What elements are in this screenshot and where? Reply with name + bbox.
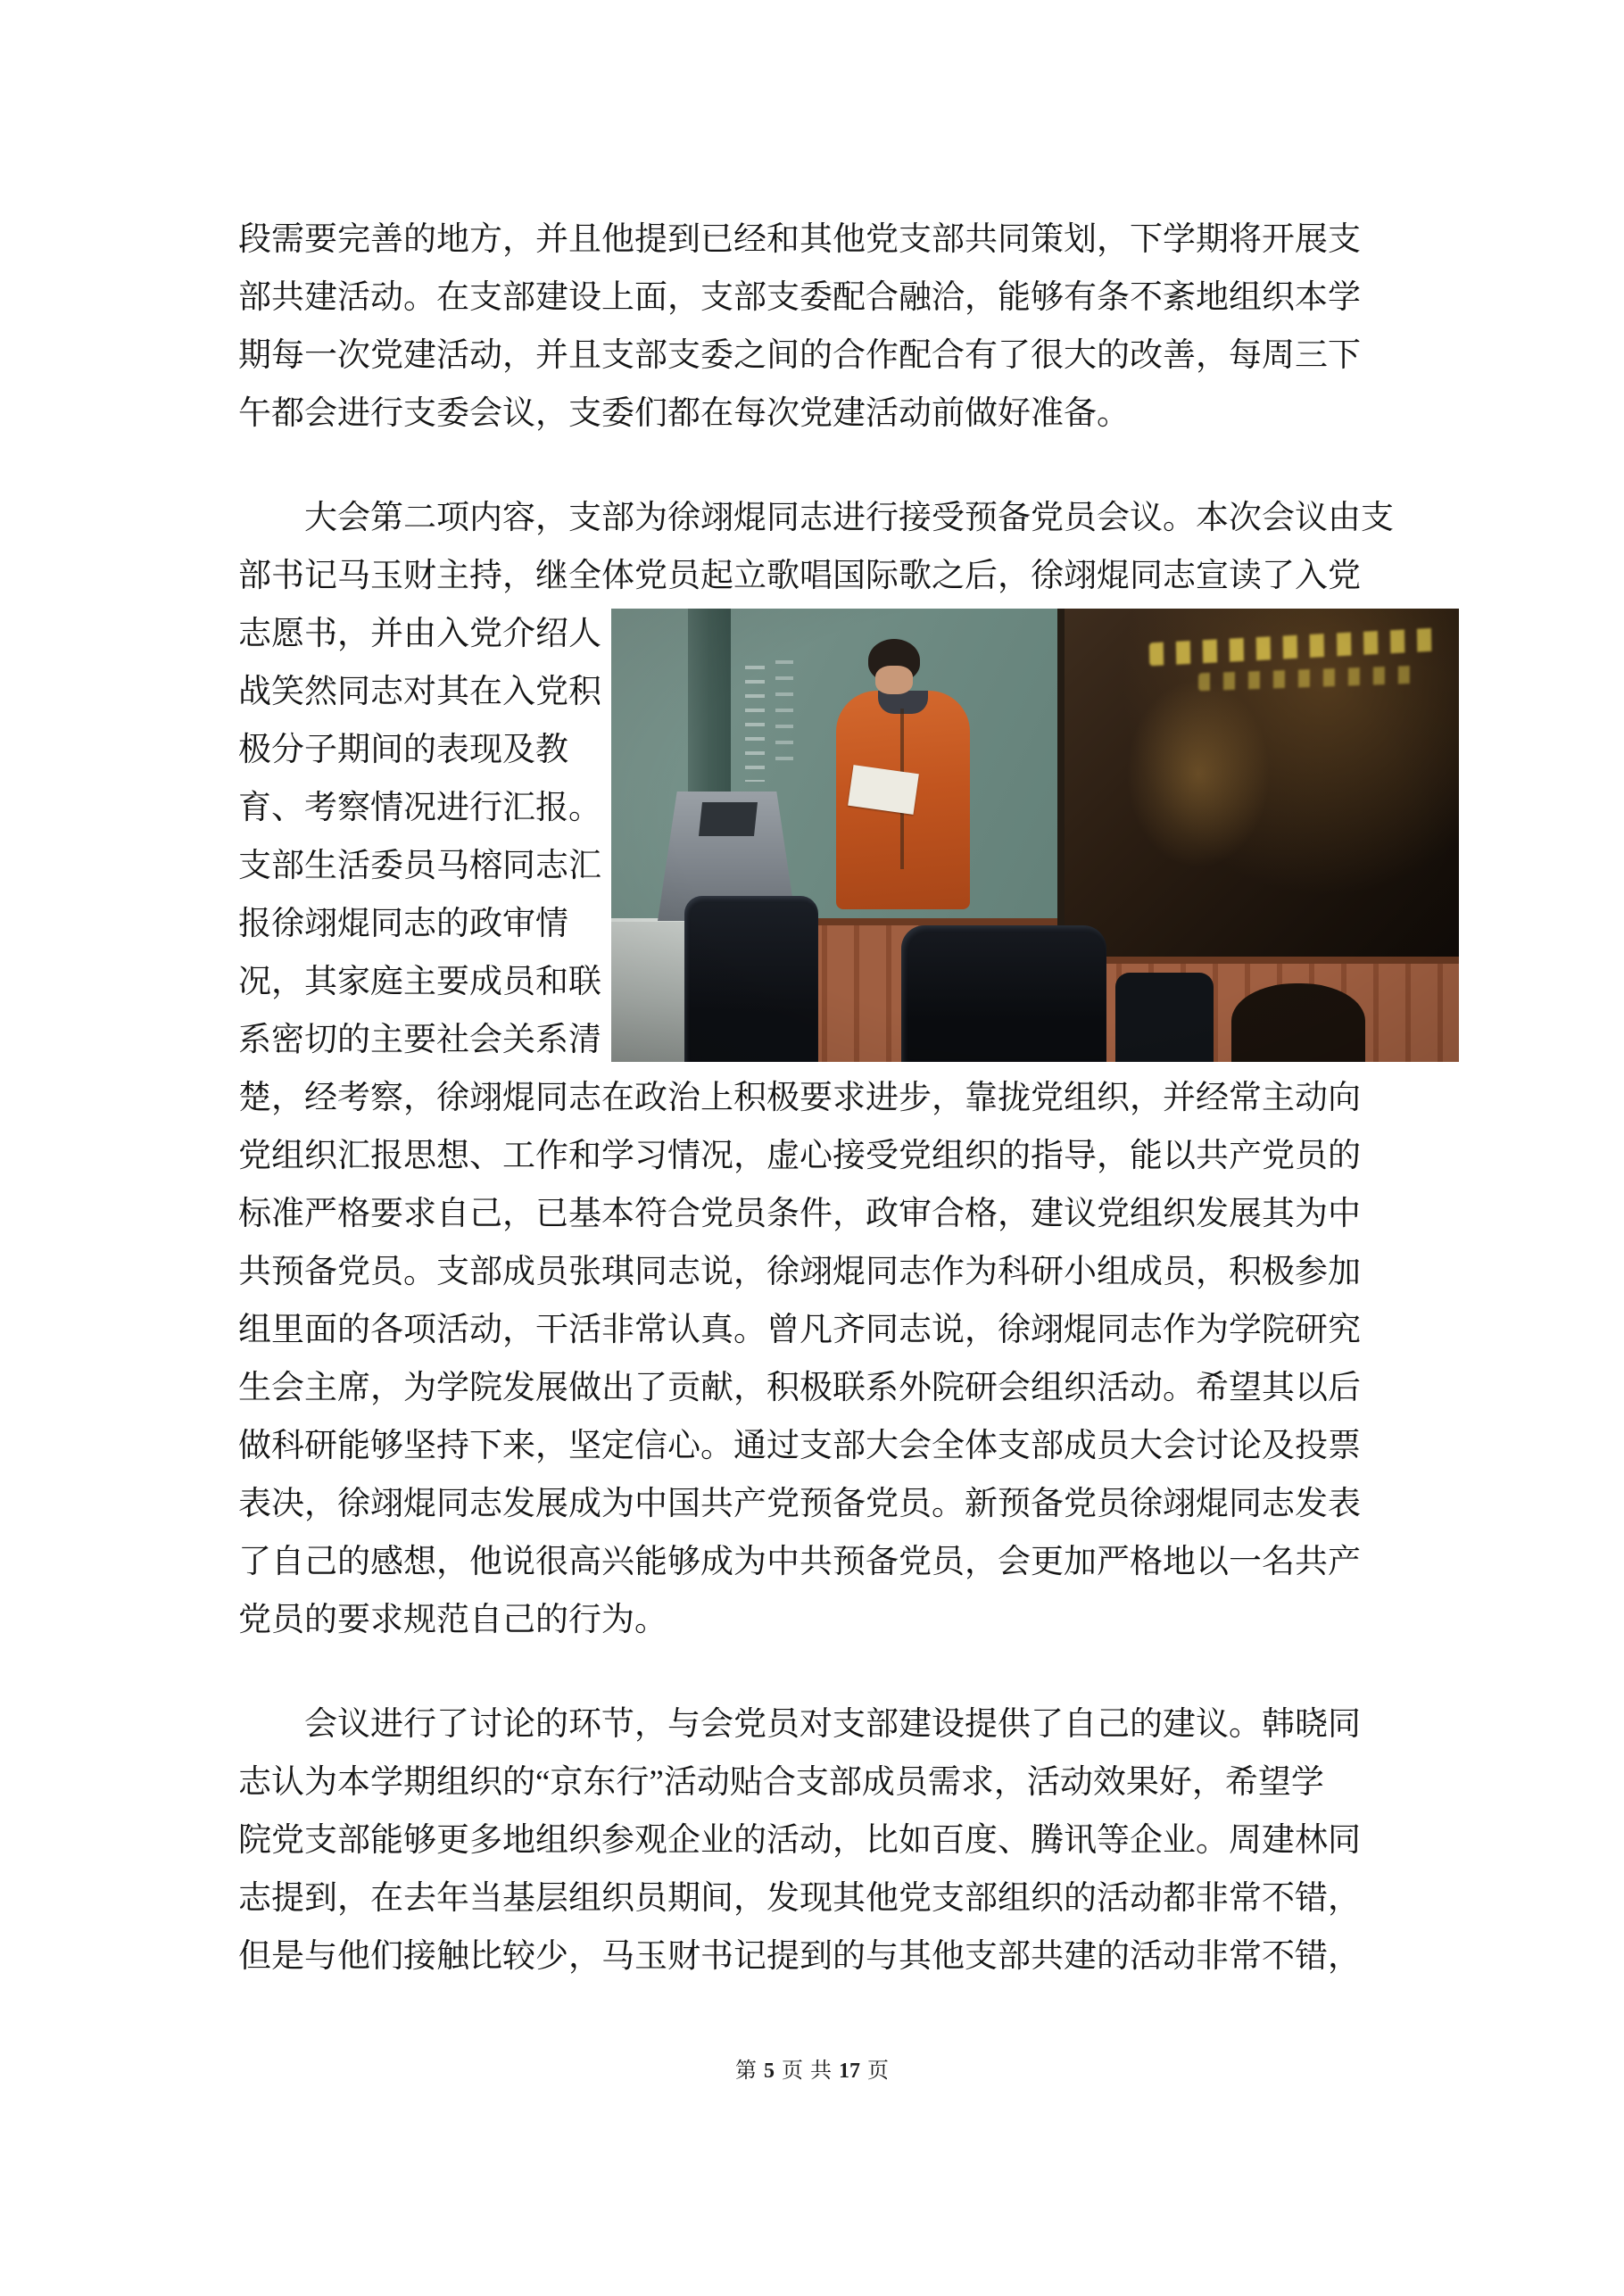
text-line: 报徐翊焜同志的政审情 — [238, 906, 568, 942]
text-line: 志愿书，并由入党介绍人 — [238, 616, 601, 652]
text-line: 做科研能够坚持下来，坚定信心。通过支部大会全体支部成员大会讨论及投票 — [238, 1428, 1361, 1464]
text-line: 段需要完善的地方，并且他提到已经和其他党支部共同策划，下学期将开展支 — [238, 221, 1361, 258]
text-line: 部书记马玉财主持，继全体党员起立歌唱国际歌之后，徐翊焜同志宣读了入党 — [238, 558, 1361, 594]
text-line: 标准严格要求自己，已基本符合党员条件，政审合格，建议党组织发展其为中 — [238, 1196, 1361, 1232]
text-line: 组里面的各项活动，干活非常认真。曾凡齐同志说，徐翊焜同志作为学院研究 — [238, 1312, 1361, 1348]
text-line: 系密切的主要社会关系清 — [238, 1022, 601, 1058]
text-line: 会议进行了讨论的环节，与会党员对支部建设提供了自己的建议。韩晓同 — [238, 1706, 1361, 1743]
text-line: 部共建活动。在支部建设上面，支部支委配合融洽，能够有条不紊地组织本学 — [238, 279, 1361, 316]
text-line: 生会主席，为学院发展做出了贡献，积极联系外院研会组织活动。希望其以后 — [238, 1370, 1361, 1406]
text-line: 院党支部能够更多地组织参观企业的活动，比如百度、腾讯等企业。周建林同 — [238, 1822, 1361, 1859]
text-line: 志认为本学期组织的“京东行”活动贴合支部成员需求，活动效果好，希望学 — [238, 1764, 1324, 1801]
text-line: 期每一次党建活动，并且支部支委之间的合作配合有了很大的改善，每周三下 — [238, 337, 1361, 374]
meeting-photo — [611, 609, 1459, 1062]
page-footer — [0, 2052, 1624, 2084]
photo-vignette — [611, 609, 1459, 1062]
footer-total-pages: 17 — [839, 2060, 860, 2083]
text-line: 楚，经考察，徐翊焜同志在政治上积极要求进步，靠拢党组织，并经常主动向 — [238, 1080, 1361, 1116]
text-line: 但是与他们接触比较少，马玉财书记提到的与其他支部共建的活动非常不错， — [238, 1938, 1361, 1975]
text-line: 志提到，在去年当基层组织员期间，发现其他党支部组织的活动都非常不错， — [238, 1880, 1361, 1917]
text-line: 党组织汇报思想、工作和学习情况，虚心接受党组织的指导，能以共产党员的 — [238, 1138, 1361, 1174]
text-line: 午都会进行支委会议，支委们都在每次党建活动前做好准备。 — [238, 395, 1130, 432]
footer-label: 共 — [810, 2060, 832, 2083]
text-line: 表决，徐翊焜同志发展成为中国共产党预备党员。新预备党员徐翊焜同志发表 — [238, 1486, 1361, 1522]
paragraph-3 — [238, 1695, 1398, 1985]
text-line: 战笑然同志对其在入党积 — [238, 674, 601, 710]
footer-label: 第 — [735, 2060, 757, 2083]
text-line: 极分子期间的表现及教 — [238, 732, 568, 768]
footer-label: 页 — [867, 2060, 889, 2083]
text-line: 育、考察情况进行汇报。 — [238, 790, 601, 826]
text-line: 共预备党员。支部成员张琪同志说，徐翊焜同志作为科研小组成员，积极参加 — [238, 1254, 1361, 1290]
footer-label: 页 — [782, 2060, 803, 2083]
footer-page-number: 5 — [764, 2060, 775, 2083]
text-line: 大会第二项内容，支部为徐翊焜同志进行接受预备党员会议。本次会议由支 — [238, 500, 1394, 536]
text-line: 了自己的感想，他说很高兴能够成为中共预备党员，会更加严格地以一名共产 — [238, 1544, 1361, 1580]
paragraph-1 — [238, 211, 1398, 443]
text-line: 况，其家庭主要成员和联 — [238, 964, 601, 1000]
text-line: 支部生活委员马榕同志汇 — [238, 848, 601, 884]
text-line: 党员的要求规范自己的行为。 — [238, 1602, 667, 1638]
document-body — [238, 211, 1398, 1985]
